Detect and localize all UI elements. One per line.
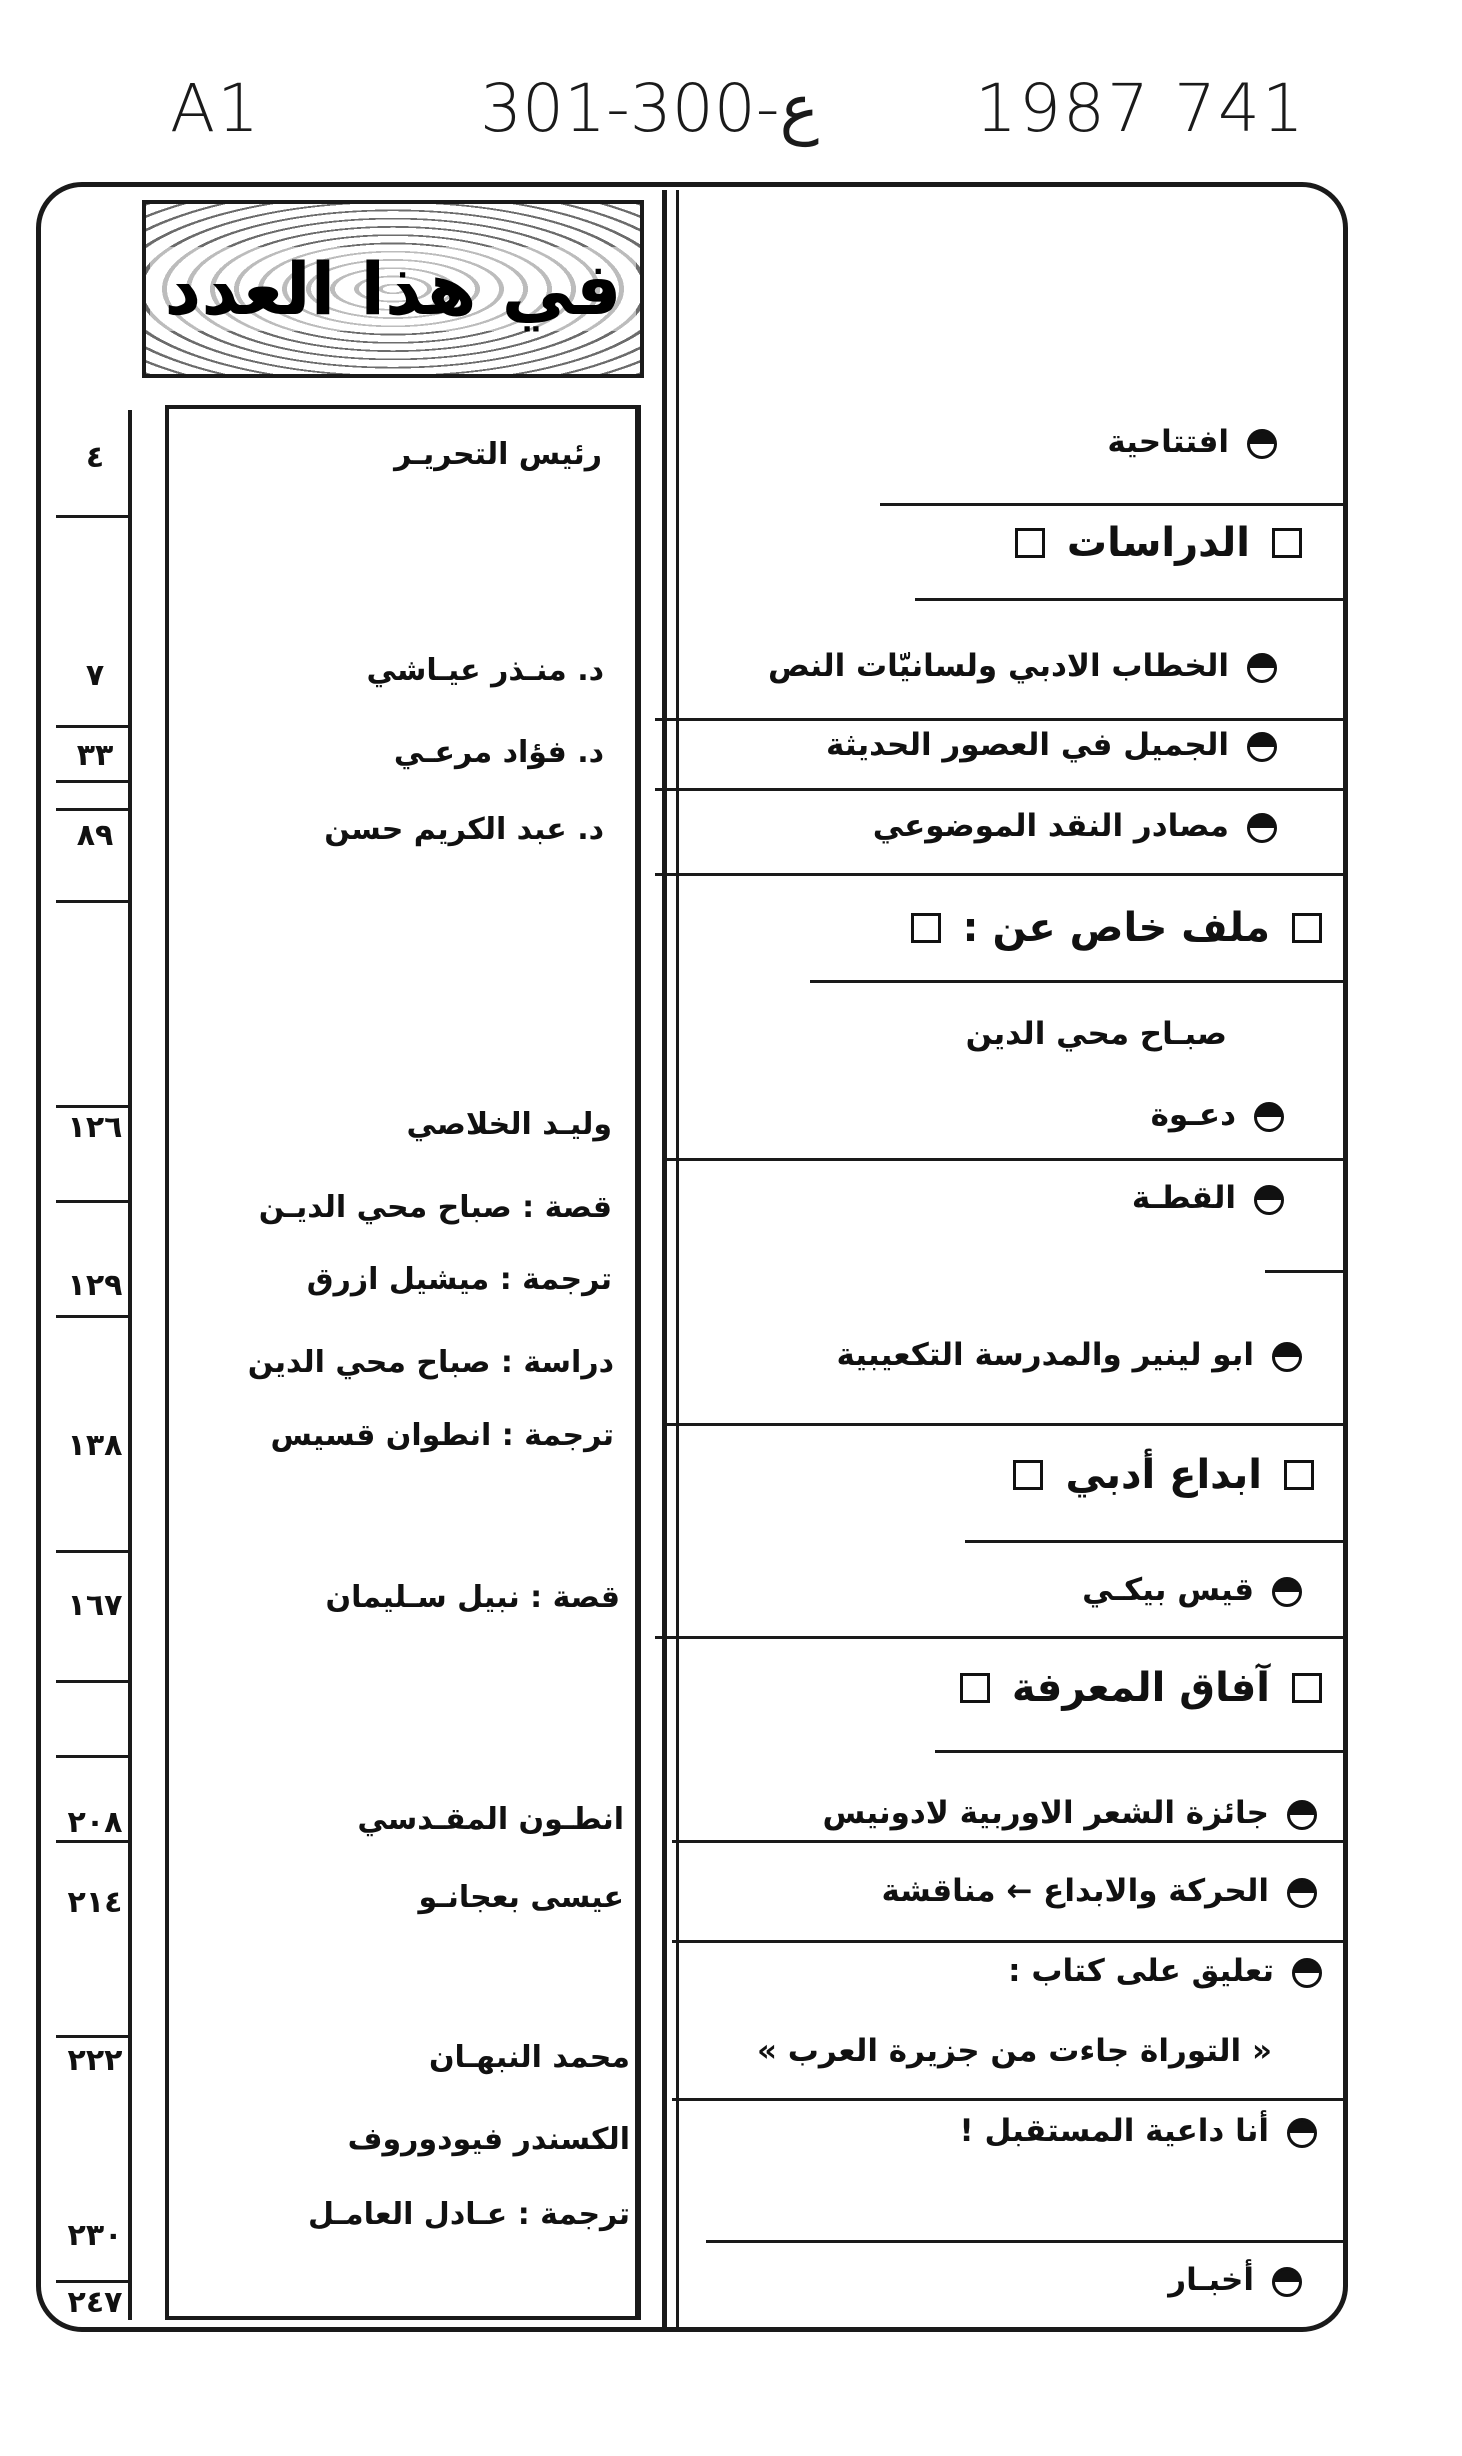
toc-author: الكسندر فيودوروف	[347, 2122, 630, 2157]
handwritten-code-right: 1987 741	[975, 70, 1306, 147]
rule	[665, 1423, 1348, 1426]
bullet-icon	[1247, 732, 1277, 762]
bullet-icon	[1287, 1878, 1317, 1908]
rule	[915, 598, 1348, 601]
toc-title: مصادر النقد الموضوعي	[873, 808, 1277, 844]
bullet-icon	[1247, 653, 1277, 683]
toc-subject-name: صبـاح محي الدين	[965, 1016, 1227, 1052]
square-icon	[1284, 1460, 1314, 1490]
bullet-icon	[1272, 1342, 1302, 1372]
toc-author: ترجمة : ميشيل ازرق	[306, 1262, 612, 1297]
page-number-column-divider	[128, 410, 132, 2320]
bullet-icon	[1247, 813, 1277, 843]
page-rule	[56, 1755, 130, 1758]
toc-page-number: ٤	[85, 440, 105, 475]
title-column-divider	[662, 190, 667, 2330]
toc-author: د. عبد الكريم حسن	[324, 812, 604, 847]
toc-title-continued: « التوراة جاءت من جزيرة العرب »	[756, 2033, 1272, 2069]
rule	[655, 1636, 1348, 1639]
toc-author: قصة : صباح محي الديـن	[258, 1190, 612, 1225]
square-icon	[960, 1673, 990, 1703]
rule	[655, 718, 1348, 721]
handwritten-code-middle: 301-300-ع	[480, 70, 819, 147]
bullet-icon	[1254, 1102, 1284, 1132]
bullet-icon	[1254, 1185, 1284, 1215]
rule	[672, 2098, 1348, 2101]
rule	[672, 1840, 1348, 1843]
section-header-literary-creation: ابداع أدبي	[1013, 1452, 1314, 1498]
page-rule	[56, 1680, 130, 1683]
square-icon	[1292, 913, 1322, 943]
toc-title: الخطاب الادبي ولسانيّات النص	[768, 648, 1277, 684]
bullet-icon	[1287, 2118, 1317, 2148]
toc-author: ترجمة : عـادل العامـل	[308, 2197, 630, 2232]
page-rule	[56, 1200, 130, 1203]
rule	[706, 2240, 1348, 2243]
page-rule	[56, 2035, 130, 2038]
toc-author: محمد النبهـان	[428, 2040, 630, 2075]
toc-author: ترجمة : انطوان قسيس	[270, 1418, 614, 1453]
bullet-icon	[1247, 429, 1277, 459]
bullet-icon	[1287, 1800, 1317, 1830]
section-header-knowledge-horizons: آفاق المعرفة	[960, 1665, 1322, 1711]
banner-title: في هذا العدد	[150, 247, 635, 331]
handwritten-code-left: A1	[170, 70, 262, 147]
toc-author: د. فؤاد مرعـي	[393, 735, 604, 770]
toc-title: ابو لينير والمدرسة التكعيبية	[836, 1337, 1302, 1373]
toc-author: انطـون المقـدسي	[357, 1802, 624, 1837]
toc-author: رئيس التحريـر	[394, 437, 602, 472]
square-icon	[911, 913, 941, 943]
page-rule	[56, 900, 130, 903]
rule	[1265, 1270, 1348, 1273]
toc-page-number: ٣٣	[76, 738, 114, 773]
page-rule	[56, 1105, 130, 1108]
rule	[965, 1540, 1348, 1543]
toc-page-number: ٢٤٧	[67, 2285, 123, 2320]
page-rule	[56, 780, 130, 783]
toc-page-number: ٢٠٨	[67, 1805, 123, 1840]
bullet-icon	[1292, 1958, 1322, 1988]
toc-page-number: ٢١٤	[67, 1885, 123, 1920]
square-icon	[1015, 528, 1045, 558]
toc-title: أخبـار	[1168, 2262, 1302, 2298]
square-icon	[1013, 1460, 1043, 1490]
toc-page-number: ١٢٩	[67, 1268, 123, 1303]
rule	[810, 980, 1348, 983]
toc-author: عيسى بعجانـو	[418, 1880, 624, 1915]
rule	[655, 873, 1348, 876]
toc-page-number: ٧	[85, 658, 105, 693]
toc-title: دعـوة	[1151, 1097, 1284, 1133]
rule	[935, 1750, 1348, 1753]
toc-page-number: ٢٣٠	[67, 2218, 123, 2253]
toc-title: افتتاحية	[1107, 424, 1277, 460]
page-rule	[56, 515, 130, 518]
title-column-divider-inner	[676, 190, 679, 2330]
toc-page-number: ١٦٧	[67, 1588, 123, 1623]
toc-title: تعليق على كتاب :	[1008, 1953, 1322, 1989]
page-rule	[56, 808, 130, 811]
toc-title: القطـة	[1132, 1180, 1284, 1216]
toc-author: د. منـذر عيـاشي	[366, 653, 604, 688]
toc-title: أنا داعية المستقبل !	[960, 2113, 1317, 2149]
rule	[672, 1940, 1348, 1943]
toc-title: الحركة والابداع ← مناقشة	[881, 1873, 1317, 1909]
toc-author: قصة : نبيل سـليمان	[325, 1580, 620, 1615]
page-rule	[56, 725, 130, 728]
toc-title: جائزة الشعر الاوربية لادونيس	[823, 1795, 1317, 1831]
toc-page-number: ١٢٦	[67, 1110, 123, 1145]
issue-banner	[142, 200, 644, 378]
square-icon	[1292, 1673, 1322, 1703]
page-rule	[56, 1550, 130, 1553]
rule	[655, 788, 1348, 791]
rule	[880, 503, 1348, 506]
toc-page-number: ١٣٨	[67, 1428, 123, 1463]
bullet-icon	[1272, 2267, 1302, 2297]
section-header-studies: الدراسات	[1015, 520, 1302, 566]
page-rule	[56, 1315, 130, 1318]
square-icon	[1272, 528, 1302, 558]
page-rule	[56, 2280, 130, 2283]
bullet-icon	[1272, 1577, 1302, 1607]
section-header-special-file: ملف خاص عن :	[911, 905, 1322, 951]
toc-title: قيس بيكـي	[1082, 1572, 1302, 1608]
toc-author: وليـد الخلاصي	[406, 1107, 612, 1142]
toc-title: الجميل في العصور الحديثة	[826, 727, 1277, 763]
toc-author: دراسة : صباح محي الدين	[247, 1345, 614, 1380]
toc-page-number: ٨٩	[76, 818, 114, 853]
toc-page-number: ٢٢٢	[67, 2043, 123, 2078]
page-rule	[56, 1840, 130, 1843]
rule	[665, 1158, 1348, 1161]
